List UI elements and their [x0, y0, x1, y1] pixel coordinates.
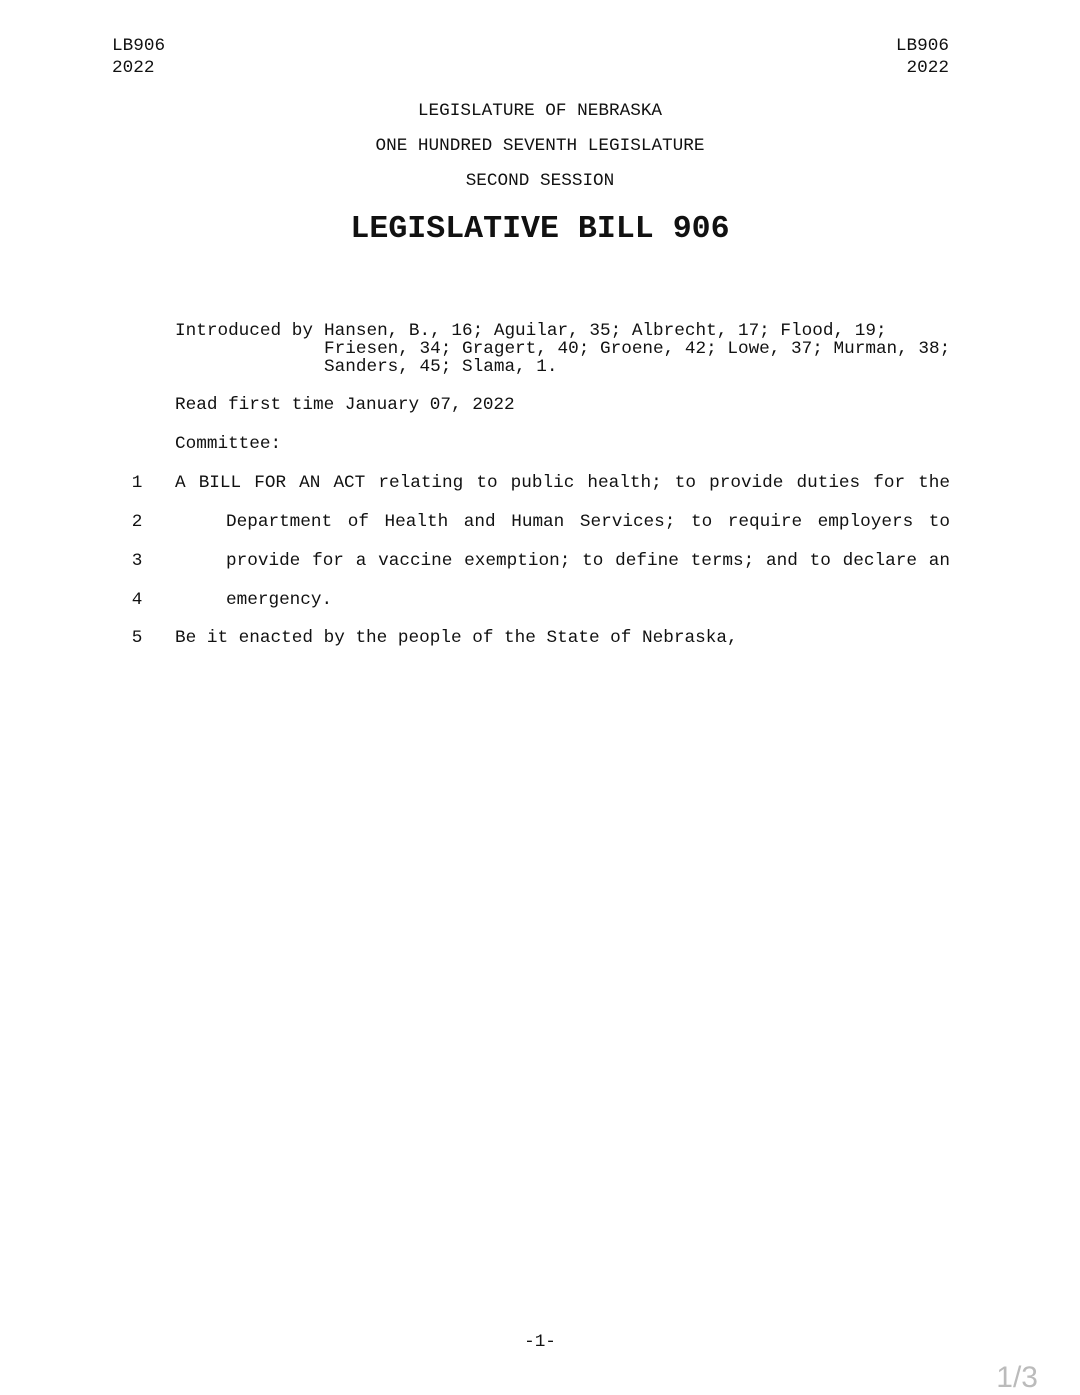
bill-year: 2022 [112, 58, 155, 78]
committee: Committee: [175, 434, 282, 454]
running-header-right [896, 37, 949, 77]
bill-title: LEGISLATIVE BILL 906 [350, 212, 730, 247]
bill-line: A BILL FOR AN ACT relating to public health; to provide duties for the [175, 473, 950, 493]
bill-line: Department of Health and Human Services; to require employers to [226, 512, 950, 532]
read-first-time: Read first time January 07, 2022 [175, 395, 515, 415]
bill-year: 2022 [906, 58, 949, 78]
line-number: 2 [131, 512, 143, 532]
page-number: -1- [524, 1332, 556, 1352]
line-number: 5 [131, 628, 143, 648]
bill-line: provide for a vaccine exemption; to define terms; and to declare an [226, 551, 950, 571]
legislature-name: LEGISLATURE OF NEBRASKA [417, 101, 663, 121]
enacting-clause: Be it enacted by the people of the State of Nebraska, [175, 628, 738, 648]
introduced-by-label: Introduced by [175, 321, 313, 341]
line-number: 4 [131, 590, 143, 610]
line-number: 3 [131, 551, 143, 571]
line-number: 1 [131, 473, 143, 493]
bill-number: LB906 [112, 36, 166, 56]
legislature-number: ONE HUNDRED SEVENTH LEGISLATURE [375, 136, 705, 156]
sponsors-line-1: Hansen, B., 16; Aguilar, 35; Albrecht, 17; Flood, 19; [324, 321, 887, 341]
viewer-page-indicator: 1/3 [996, 1361, 1038, 1394]
bill-line: emergency. [226, 590, 333, 610]
session: SECOND SESSION [465, 171, 615, 191]
bill-number: LB906 [895, 36, 949, 56]
running-header-left [112, 37, 165, 77]
sponsors-line-2: Friesen, 34; Gragert, 40; Groene, 42; Lowe, 37; Murman, 38; [324, 339, 951, 359]
sponsors-line-3: Sanders, 45; Slama, 1. [324, 357, 558, 377]
